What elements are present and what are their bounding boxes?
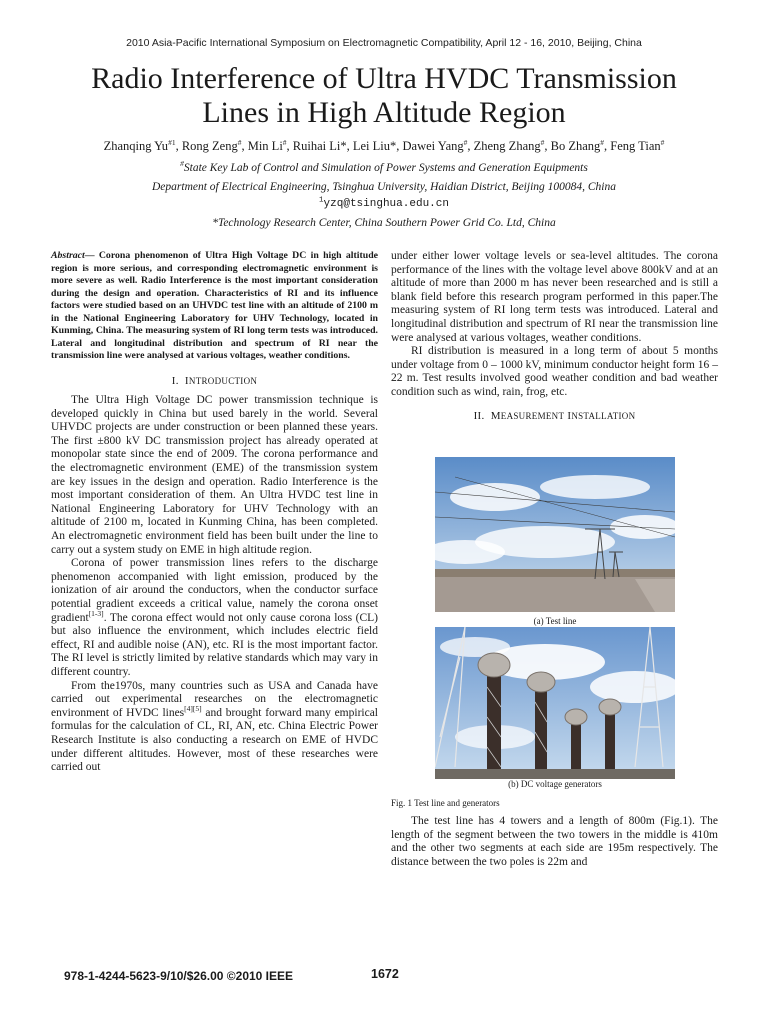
title-line-2: Lines in High Altitude Region [202, 96, 566, 129]
author-separator: , [544, 139, 551, 153]
footer-isbn: 978-1-4244-5623-9/10/$26.00 ©2010 IEEE [64, 969, 294, 983]
author-separator: , [241, 139, 248, 153]
right-column-top [391, 250, 718, 429]
author-separator: , [467, 139, 474, 153]
left-column [51, 250, 378, 775]
subcaption-a: (a) Test line [533, 616, 577, 626]
author-name: Min Li [247, 139, 283, 153]
right-paragraph-1: under either lower voltage levels or sea-level altitudes. The corona performance of the lines with the voltage level above 800kV and at an altitude of more than 2000 m has never been researched and is still a blank field before this research program performed in this paper.The measuring system of RI long term tests was introduced. Lateral and longitudinal distribution and spectrum of RI near the transmission line were analysed at various voltages, weather conditions. [391, 250, 718, 344]
author-name: Ruihai Li* [292, 139, 347, 153]
dc-generators-photo [435, 627, 675, 779]
author-separator: , [396, 139, 403, 153]
right-paragraph-3: The test line has 4 towers and a length of 800m (Fig.1). The length of the segment between the two towers in the middle is 410m and the other two segments at each side are 195m respectively. The distance between the two poles is 22m and [391, 815, 718, 868]
right-column-bottom [391, 815, 718, 869]
affiliation-1: #State Key Lab of Control and Simulation of Power Systems and Generation Equipments [180, 159, 588, 174]
author-name: Zhanqing Yu [103, 139, 169, 153]
subcaption-b: (b) DC voltage generators [508, 779, 602, 789]
author-list [20, 139, 748, 154]
author-mark: # [660, 137, 665, 147]
author-mark: # [540, 137, 545, 147]
author-mark: # [237, 137, 242, 147]
right-paragraph-2: RI distribution is measured in a long term of about 5 months under voltage from 0 – 1000 kV, minimum conductor height form 16 – 22 m. Test results involved good weather condition and bad weather condition such as wind, rain, frog, etc. [391, 345, 718, 398]
title-line-1: Radio Interference of Ultra HVDC Transmission [91, 62, 677, 95]
section-measurement-heading: II. MEASUREMENT INSTALLATION [473, 409, 636, 422]
affiliation-2: Department of Electrical Engineering, Tsinghua University, Haidian District, Beijing 100084, China [151, 181, 616, 193]
author-name: Zheng Zhang [473, 139, 541, 153]
intro-paragraph-2: Corona of power transmission lines refers to the discharge phenomenon accompanied with light emission, produced by the ionization of air around the conductors, when the conductor surface potential gradient exceeds a critical value, namely the corona onset gradient[1-3]. The corona effect would not only cause corona loss (CL) but also influence the environment, which includes electric field effect, RI and audible noise (AN), etc. RI is the most important factor. The RI level is strictly limited by relative standards which may vary in different country. [51, 557, 378, 678]
figure-1 [435, 457, 675, 797]
author-separator: , [175, 139, 182, 153]
author-name: Feng Tian [610, 139, 661, 153]
author-mark: # [463, 137, 468, 147]
author-name: Rong Zeng [181, 139, 238, 153]
author-mark: # [600, 137, 605, 147]
conference-header: 2010 Asia-Pacific International Symposium on Electromagnetic Compatibility, April 12 - 16, 2010, Beijing, China [126, 37, 642, 49]
page-number: 1672 [371, 967, 399, 981]
author-mark: #1 [168, 137, 176, 147]
author-separator: , [346, 139, 353, 153]
test-line-photo [435, 457, 675, 612]
author-mark: # [282, 137, 287, 147]
author-email[interactable]: $^1$yzq@tsinghua.edu.cn [319, 196, 449, 210]
author-name: Bo Zhang [550, 139, 601, 153]
abstract: Abstract— Corona phenomenon of Ultra High Voltage DC in high altitude region is more serious, and corresponding electromagnetic environment is more severe as well. Radio Interference is the most important consideration during the design and operation. Characteristics of RI and its influence factors were studied based on an UHVDC test line with an altitude of 2100 m in the National Engineering Laboratory for UHV Technology, located in Kunming, China. The measuring system of RI long term tests was introduced. Lateral and longitudinal distribution and spectrum of RI near the transmission line were analysed at various voltages, weather conditions. [51, 250, 379, 361]
intro-paragraph-1: The Ultra High Voltage DC power transmission technique is developed quickly in China but used barely in the world. Several UHVDC projects are under construction or been planned these years. The first ±800 kV DC transmission project has already operated at monopolar state since the end of 2009. The corona performance and the electromagnetic environment (EME) of the transmission system are key issues in the design and operation. Radio Interference is the most important consideration of them. An Ultra HVDC test line in National Engineering Laboratory for UHV Technology with an altitude of 2100 m, located in Kunming China, has been completed. An electromagnetic environment field has been built under the line to carry out a system study on EME in high altitude region. [51, 394, 378, 556]
author-name: Dawei Yang [402, 139, 464, 153]
figure-caption: Fig. 1 Test line and generators [391, 798, 500, 808]
author-separator: , [604, 139, 611, 153]
section-introduction-heading: I. INTRODUCTION [171, 374, 258, 387]
intro-paragraph-3: From the1970s, many countries such as USA and Canada have carried out experimental researches on the electromagnetic environment of HVDC lines[4][5] and brought forward many empirical formulas for the calculation of CL, RI, AN, etc. China Electric Power Research Institute is also conducting a research on EME of HVDC under different altitudes. However, most of these researches were carried out [51, 679, 379, 774]
affiliation-3: *Technology Research Center, China Southern Power Grid Co. Ltd, China [212, 217, 556, 229]
author-separator: , [286, 139, 293, 153]
author-name: Lei Liu* [352, 139, 397, 153]
paper-title [40, 62, 728, 130]
